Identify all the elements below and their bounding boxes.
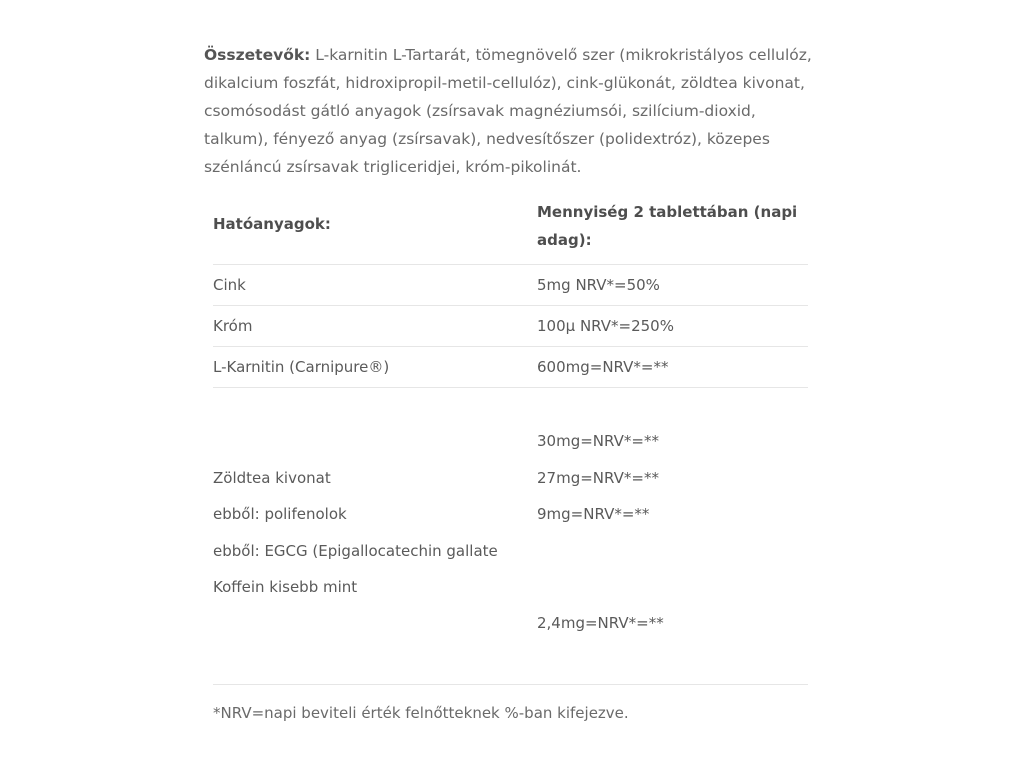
table-header-row xyxy=(213,196,808,265)
green-tea-amount: 30mg=NRV*=** xyxy=(537,432,659,450)
green-tea-amount: 2,4mg=NRV*=** xyxy=(537,614,664,632)
ingredient-amount: 5mg NRV*=50% xyxy=(537,276,660,294)
ingredients-text: L-karnitin L-Tartarát, tömegnövelő szer (mikrokristályos cellulóz, dikalcium foszfát, hidroxipropil-metil-cellulóz), cink-glükonát, zöldtea kivonat, csomósodást gátló anyagok (zsírsavak magnéziumsói, szilícium-dioxid, talkum), fényező anyag (zsírsavak), nedvesítőszer (polidextróz), közepes szénláncú zsírsavak trigliceridjei, króm-pikolinát. xyxy=(204,46,812,176)
green-tea-amount: 9mg=NRV*=** xyxy=(537,505,650,523)
green-tea-name: Koffein kisebb mint xyxy=(213,578,358,596)
ingredient-amount: 100µ NRV*=250% xyxy=(537,317,674,335)
ingredient-amount: 600mg=NRV*=** xyxy=(537,358,669,376)
ingredients-label: Összetevők: xyxy=(204,46,311,64)
ingredient-name: L-Karnitin (Carnipure®) xyxy=(213,358,390,376)
nutrition-table xyxy=(213,196,808,685)
ingredients-section xyxy=(204,41,814,181)
green-tea-row xyxy=(213,388,808,685)
ingredient-name: Króm xyxy=(213,317,253,335)
green-tea-amount: 27mg=NRV*=** xyxy=(537,469,659,487)
table-row xyxy=(213,306,808,347)
green-tea-name: Zöldtea kivonat xyxy=(213,469,331,487)
green-tea-name: ebből: EGCG (Epigallocatechin gallate xyxy=(213,542,498,560)
header-amount: Mennyiség 2 tablettában (napi adag): xyxy=(537,203,798,249)
header-active-ingredients: Hatóanyagok: xyxy=(213,215,331,233)
green-tea-name: ebből: polifenolok xyxy=(213,505,347,523)
ingredients-paragraph xyxy=(204,41,814,181)
ingredient-name: Cink xyxy=(213,276,246,294)
nrv-footnote: *NRV=napi beviteli érték felnőtteknek %-ban kifejezve. xyxy=(213,704,629,722)
table-row xyxy=(213,347,808,388)
table-row xyxy=(213,265,808,306)
